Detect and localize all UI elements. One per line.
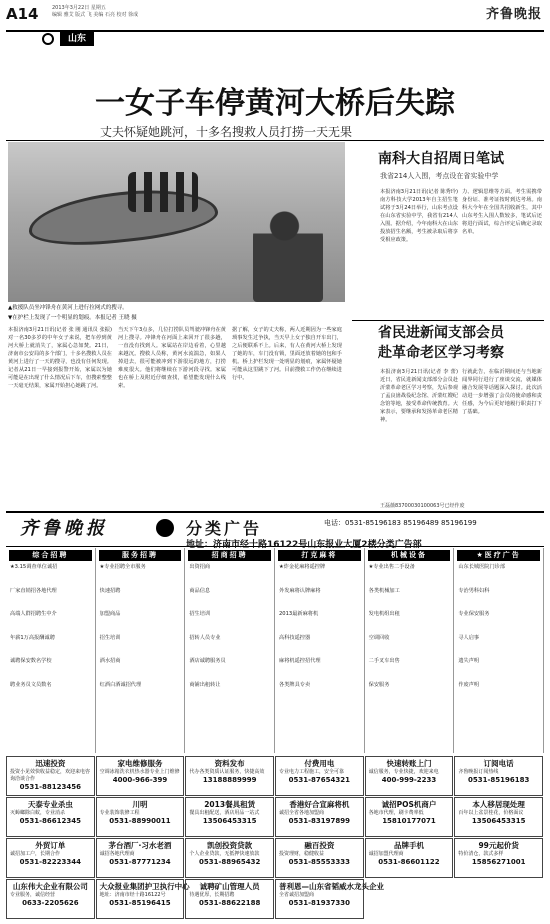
photo-caption-2: ▼在护栏上发现了一个明显的划痕。本报记者 王晓 摄	[8, 315, 137, 321]
classified-column-head: 机械设备	[368, 550, 451, 561]
classified-item: 酒店诚聘服务员	[189, 658, 226, 665]
classified-item: 专治男科妇科	[458, 587, 490, 594]
boxed-ad-phone: 0531-87771234	[109, 858, 171, 867]
ad-title: 分类广告	[186, 519, 263, 538]
classified-item: 2013最新麻将机	[279, 611, 319, 618]
boxed-ad	[454, 797, 543, 837]
boxed-ad	[6, 838, 95, 878]
boxed-ad-title: 凯创投资贷款	[207, 841, 253, 850]
boxed-ad-phone: 0531-82223344	[19, 858, 81, 867]
classified-filler-line	[365, 667, 454, 681]
classified-column	[454, 548, 544, 753]
classified-filler-line	[96, 596, 185, 610]
article-subhead: 丈夫怀疑她跳河，十多名搜救人员打捞一天无果	[100, 125, 353, 139]
boxed-ad-body: 特价清仓，款式多样	[458, 851, 504, 858]
classified-item: 聘业务员文员数名	[10, 681, 52, 688]
classified-item: 高端人群招聘生中介	[10, 611, 57, 618]
boxed-ad-body: 地址：济南市经十路16122号	[99, 892, 166, 899]
classified-filler-line	[185, 690, 274, 704]
section-circle-icon	[42, 33, 54, 45]
ad-circle-icon	[156, 519, 174, 537]
classified-item: 加盟商品	[99, 611, 121, 618]
boxed-ad-phone: 13506453315	[471, 817, 526, 826]
boxed-ad	[365, 838, 454, 878]
classified-column	[365, 548, 455, 753]
boxed-ad-body: 全省诚招加盟商	[279, 892, 315, 899]
newspaper-logo: 齐鲁晚报	[485, 7, 542, 22]
boxed-ad-body: 餐具出租配送，酒店用品一站式	[189, 810, 260, 817]
boxed-ad	[275, 756, 364, 796]
classified-column-head: ★医疗广告	[457, 550, 540, 561]
boxed-ad-phone: 0531-86601122	[378, 858, 440, 867]
boxed-ad-body: 专业装饰装修工程	[99, 810, 140, 817]
boxed-ad-phone: 0531-87654321	[288, 776, 350, 785]
side1-col-1: 本报济南3月21日讯(记者 陈秀玲) 南方科技大学2013年自主招生笔试将于3月24日举行，山东考点设在山东省实验中学，我省有214人入围。据介绍，今年南科大在山东投放招生名额，考生被录取后将享受相应政策。	[380, 189, 458, 244]
boxed-ad-phone: 0531-85196183	[467, 776, 530, 785]
classified-item: 遗失声明	[458, 658, 480, 665]
boxed-ad	[185, 879, 274, 919]
boxed-ad-body: 诚招各地代理商	[99, 851, 135, 858]
boxed-ad-body: 代办各类资质认证服务，快捷高效	[189, 769, 265, 776]
classified-column-head: 打克麻将	[278, 550, 361, 561]
boxed-ad-title: 订阅电话	[483, 759, 514, 768]
classified-filler-line	[6, 643, 95, 657]
classified-item: ★专业出售二手设备	[368, 564, 415, 570]
boxed-ad-body: 诚招加盟代理商	[368, 851, 404, 858]
boxed-ad	[96, 838, 185, 878]
article-col-3: 据了解，女子的丈夫称，两人近期因为一些家庭琐事发生过争执，当天早上女子独自开车出门，之后便联系不上。后来，有人在黄河大桥上发现了她的车，车门没有锁，里面还放着她的包和手机。桥上护栏发现一处明显的划痕，家属怀疑她可能从这里跳下了河。目前搜救工作仍在继续进行中。	[232, 327, 342, 382]
classified-filler-line	[185, 573, 274, 587]
boxed-ad-body: 各地市代理，刷卡费率低	[368, 810, 424, 817]
article-col-1: 本报济南3月21日讯(记者 张 刚 通讯员 张振) 对一名30多岁的中年女子来说，把车停到黄河大桥上就消失了，家属心急如焚。21日，济南市公安局的多个部门，十多名搜救人员在黄河上进行了一天的搜寻，也没有任何发现。记者从21日一早接到报警开始，家属以为她可能是在出现了什么情况后下车，但搜索整整一天毫无结果，家属开始担心她跳了河。	[8, 327, 112, 390]
article-col-2: 当天下午3点多，几位打捞队员驾驶冲锋舟在黄河上搜寻。冲锋舟在河面上来回开了很多趟，一直没有找到人。家属站在岸边看着，心里越来越沉。搜救人员称，黄河水流湍急，如果人掉进去，很可能被冲到下游很远的地方，打捞难度很大。他们将继续在下游河段寻找。家属也在桥上及附近仔细查找，希望能发现什么线索。	[118, 327, 226, 390]
boxed-ad-phone: 0531-83197899	[288, 817, 350, 826]
boxed-ad-phone: 0531-88965432	[198, 858, 261, 867]
classified-item: 商品信息	[189, 587, 211, 594]
classified-column-head: 综合招聘	[9, 550, 92, 561]
page-editors: 编辑 雅艾 版式 飞 美编 石亮 校对 徐成	[52, 12, 139, 18]
classified-filler-line	[454, 573, 543, 587]
boxed-ad	[96, 797, 185, 837]
classified-column	[185, 548, 275, 753]
boxed-ad-phone: 0531-88123456	[19, 783, 81, 792]
classified-filler-line	[6, 573, 95, 587]
boxed-ad-phone: 0633-2205626	[22, 899, 79, 908]
classified-filler-line	[365, 690, 454, 704]
boxed-ad	[275, 797, 364, 837]
classified-banner	[6, 511, 544, 550]
classified-filler-line	[185, 667, 274, 681]
rescue-photo	[8, 142, 345, 302]
ad-logo: 齐鲁晚报	[20, 518, 108, 539]
boxed-ad-phone: 0531-85553333	[288, 858, 350, 867]
classified-filler-line	[185, 620, 274, 634]
boxed-ad-body: 个人企业贷款，无抵押快速放款	[189, 851, 260, 858]
classified-filler-line	[275, 667, 364, 681]
boxed-ad-title: 诚招POS机商户	[381, 800, 437, 809]
classified-filler-line	[6, 620, 95, 634]
side1-col-2: 力、逻辑思维等方面。考生需携带身份证、准考证按时到达考场。南科大今年在全国共招收新生，其中山东考生入围人数较多，笔试后还将进行面试，综合评定后确定录取名单。	[462, 189, 542, 236]
classified-item: ★专业招聘全市服务	[99, 564, 146, 570]
boxed-ad-phone: 400-999-2233	[381, 776, 437, 785]
boxed-ad-body: 诚信服务，专业快捷，欢迎来电	[368, 769, 439, 776]
classified-filler-line	[6, 690, 95, 704]
classified-filler-line	[275, 620, 364, 634]
classified-item: 作废声明	[458, 681, 480, 688]
boxed-ad	[454, 838, 543, 878]
classified-item: 麻将机遥控招代理	[279, 658, 321, 665]
classified-filler-line	[96, 667, 185, 681]
boxed-ad	[96, 879, 190, 919]
classified-filler-line	[365, 620, 454, 634]
side-rule	[352, 320, 544, 321]
page-meta	[52, 5, 138, 19]
classified-filler-line	[454, 596, 543, 610]
boxed-ad-phone: 4000-966-399	[112, 776, 168, 785]
boxed-ad-phone: 15856271001	[471, 858, 526, 867]
classified-item: 年薪1万高报酬诚聘	[10, 634, 55, 641]
boxed-ad-phone: 0531-88990011	[109, 817, 171, 826]
boxed-ad-body: 灭蟑螂除白蚁，专业消杀	[10, 810, 66, 817]
boxed-ad-body: 齐鲁晚报订阅热线	[458, 769, 499, 776]
photo-caption-1: ▲救援队员坐冲锋舟在黄河上进行拉网式的搜寻。	[8, 305, 128, 311]
classified-filler-line	[96, 620, 185, 634]
classified-column-head: 服务招聘	[99, 550, 182, 561]
boxed-ad-title: 本人移居现处理	[472, 800, 525, 809]
classified-filler-line	[454, 643, 543, 657]
classified-item: ★炸金花麻将遥控牌	[279, 564, 326, 570]
classified-item: 商铺出租转让	[189, 681, 221, 688]
page-header	[0, 0, 550, 30]
classified-filler-line	[6, 667, 95, 681]
boxed-ad-title: 品牌手机	[393, 841, 424, 850]
classified-column	[275, 548, 365, 753]
side2-title-line2: 赴革命老区学习考察	[378, 345, 504, 361]
soldier-shape	[253, 207, 323, 302]
classified-filler-line	[96, 643, 185, 657]
boxed-ad-title: 大众报业集团护卫执行中心	[99, 882, 190, 891]
boxed-ad-phone: 0531-88622188	[198, 899, 261, 908]
boxed-ad-title: 付费用电	[304, 759, 335, 768]
classified-item: 招生培训	[99, 634, 121, 641]
classified-item: 出资招商	[189, 564, 211, 570]
classified-filler-line	[365, 596, 454, 610]
side2-col-2: 行就此告，在临沂期间还与当地新闻界同行进行了座谈交流，就媒体融合发展等话题深入探讨。此次活动进一步增强了会员的使命感和责任感，为今后更好地履行职责打下了基础。	[462, 369, 542, 416]
side2-title-line1: 省民进新闻支部会员	[378, 325, 504, 341]
boxed-ad	[185, 797, 274, 837]
classified-column	[6, 548, 96, 753]
boxed-ad	[365, 756, 454, 796]
classified-column	[96, 548, 186, 753]
boxed-ad-phone: 13506453315	[202, 817, 257, 826]
classified-item: 酒水招商	[99, 658, 121, 665]
boxed-ad-title: 山东伟大企业有限公司	[12, 882, 88, 891]
boxed-ad-title: 普利恩—山东省韬威水龙头企业	[279, 882, 384, 891]
classified-item: 保安服务	[368, 681, 390, 688]
boxed-ad-body: 投资理财，稳健收益	[279, 851, 325, 858]
boxed-ad-title: 外贸订单	[35, 841, 66, 850]
boxed-ad	[6, 797, 95, 837]
classified-item: 二手叉车出售	[368, 658, 400, 665]
boxed-ad-title: 家电维修服务	[117, 759, 163, 768]
classified-item: 山东长城医院门诊部	[458, 564, 506, 570]
boxed-ad-phone: 0531-81937330	[288, 899, 350, 908]
classified-item: 诚聘保安数名学校	[10, 658, 52, 665]
classified-filler-line	[96, 573, 185, 587]
boxed-ad-body: 投资小见效快收益稳定，欢迎来电咨询洽谈合作	[10, 769, 91, 783]
boxed-ad-title: 香港好合宣麻将机	[289, 800, 350, 809]
ad-phone: 电话：0531-85196183 85196489 85196199	[324, 519, 477, 527]
section-tab: 山东	[60, 32, 94, 46]
rescuers-shape	[128, 172, 198, 212]
boxed-ad	[365, 797, 454, 837]
classified-item: 红酒白酒诚招代理	[99, 681, 142, 688]
classified-filler-line	[185, 596, 274, 610]
boxed-ad	[275, 838, 364, 878]
classified-filler-line	[365, 643, 454, 657]
classified-item: 厂家直销招各地代理	[10, 587, 57, 594]
page-number: A14	[6, 5, 39, 23]
boxed-ad	[275, 879, 384, 919]
classified-item: 专业保安服务	[458, 611, 490, 618]
classified-item: 高科技遥控器	[279, 634, 311, 641]
classified-filler-line	[275, 643, 364, 657]
ad-address: 地址：济南市经十路16122号山东报业大厦2楼分类广告部	[186, 540, 422, 550]
boxed-ad	[6, 756, 95, 796]
headline-rule	[6, 140, 544, 141]
classified-filler-line	[275, 596, 364, 610]
boxed-ad	[454, 756, 543, 796]
classified-item: 各类牌具专卖	[279, 681, 311, 688]
classified-item: 招生培训	[189, 611, 211, 618]
boxed-ad-title: 融百投资	[304, 841, 335, 850]
boxed-ad-title: 迅速投资	[35, 759, 66, 768]
boxed-ad	[96, 756, 185, 796]
classified-item: 发电机组出租	[368, 611, 400, 618]
boxed-ad-phone: 15810177071	[382, 817, 436, 826]
classified-filler-line	[454, 690, 543, 704]
classified-item: 寻人启事	[458, 634, 480, 641]
classified-item: 空调回收	[368, 634, 390, 641]
boxed-ad-phone: 0531-85196415	[109, 899, 171, 908]
boxed-ad-title: 茅台酒厂·习水老酒	[108, 841, 172, 850]
boxed-ad-body: 待遇优厚，长期招聘	[189, 892, 235, 899]
boxed-ad-body: 百年以上盆景桂花，价格面议	[458, 810, 524, 817]
void-notice: 王磊薇83700030100063号已经作废	[380, 503, 465, 509]
boxed-ad	[185, 756, 274, 796]
boxed-ad	[185, 838, 274, 878]
boxed-ad-title: 川明	[132, 800, 148, 809]
boxed-ad-title: 快速转账上门	[386, 759, 432, 768]
article-headline: 一女子车停黄河大桥后失踪	[95, 86, 455, 121]
boxed-ad	[6, 879, 95, 919]
classified-item: 外发麻将认牌麻将	[279, 587, 321, 594]
classified-filler-line	[365, 573, 454, 587]
classified-filler-line	[454, 667, 543, 681]
classified-filler-line	[96, 690, 185, 704]
classified-filler-line	[6, 596, 95, 610]
boxed-ad-phone: 0531-86612345	[19, 817, 81, 826]
boxed-ad-title: 99元起价货	[478, 841, 519, 850]
boxed-ad-title: 天泰专业杀虫	[27, 800, 73, 809]
classified-filler-line	[275, 573, 364, 587]
classified-item: ★3.15调查单位诚招	[10, 564, 58, 570]
classified-column-head: 招商招聘	[188, 550, 271, 561]
classified-filler-line	[275, 690, 364, 704]
classified-item: 快速招聘	[99, 587, 121, 594]
side1-title: 南科大自招周日笔试	[378, 151, 504, 167]
page-date: 2013年3月22日 星期五	[52, 5, 106, 11]
boxed-ad-title: 诚聘矿山管理人员	[199, 882, 260, 891]
classified-filler-line	[454, 620, 543, 634]
classified-item: 招转人员专业	[189, 634, 221, 641]
side1-subtitle: 我省214人入围，考点设在省实验中学	[380, 172, 499, 180]
boxed-ad-body: 空调冰箱洗衣机热水器专业上门维修	[99, 769, 180, 776]
boxed-ad-body: 诚招加工户，长期合作	[10, 851, 61, 858]
classified-filler-line	[185, 643, 274, 657]
classified-item: 各类机械加工	[368, 587, 400, 594]
boxed-ad-phone: 13188889999	[202, 776, 257, 785]
boxed-ad-title: 资料发布	[214, 759, 245, 768]
boxed-ad-body: 专业服务，诚信经营	[10, 892, 56, 899]
boxed-ad-title: 2013餐具租赁	[204, 800, 256, 809]
side2-col-1: 本报济南3月21日讯(记者 李 蕾) 近日，省民进新闻支部部分会员赴沂蒙革命老区学习考察，先后参观了孟良崮战役纪念馆、沂蒙红嫂纪念馆等地，接受革命传统教育。大家表示，要继承和发扬革命老区精神。	[380, 369, 458, 424]
boxed-ad-body: 专业电力工程施工，安全可靠	[279, 769, 345, 776]
boxed-ad-body: 诚招全省各地加盟商	[279, 810, 325, 817]
